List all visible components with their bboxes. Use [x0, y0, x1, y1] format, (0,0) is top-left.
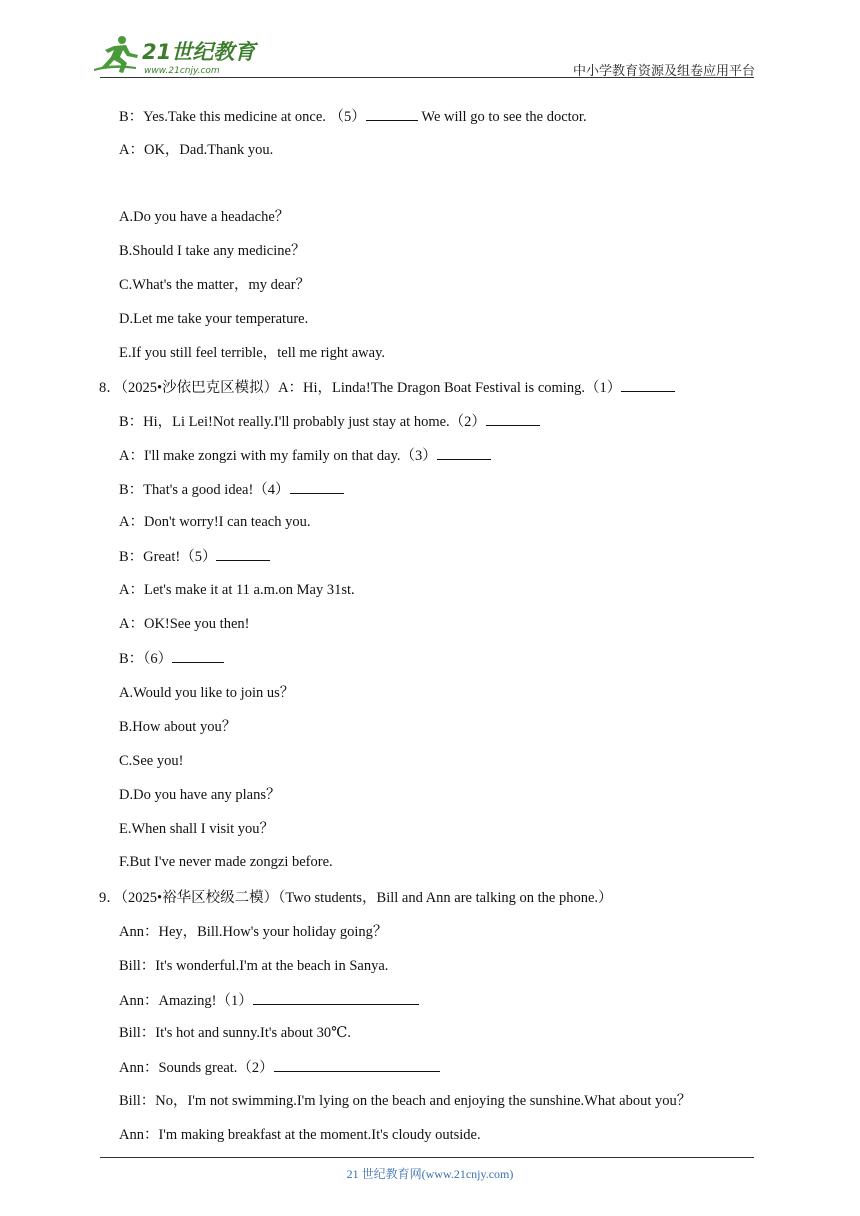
option-item: B.Should I take any medicine？ — [119, 243, 306, 259]
answer-blank — [290, 480, 344, 494]
question-8-lead: 8．（2025•沙依巴克区模拟）A：Hi，Linda!The Dragon Boat Festival is coming.（1） — [99, 378, 675, 397]
question-9-lead: 9．（2025•裕华区校级二模）（Two students，Bill and Ann are talking on the phone.） — [99, 890, 613, 906]
header-divider — [100, 77, 754, 78]
dialogue-line: A：Let's make it at 11 a.m.on May 31st. — [119, 582, 355, 598]
dialogue-line: Ann：I'm making breakfast at the moment.It's cloudy outside. — [119, 1127, 481, 1143]
logo-main: 21世纪教育 — [142, 40, 256, 64]
dialogue-line: Bill：It's hot and sunny.It's about 30℃. — [119, 1025, 351, 1041]
answer-blank — [486, 412, 540, 426]
dialogue-line: Ann：Sounds great.（2） — [119, 1058, 440, 1077]
option-item: E.When shall I visit you？ — [119, 821, 275, 837]
dialogue-line: Bill：It's wonderful.I'm at the beach in Sanya. — [119, 958, 389, 974]
dialogue-line: B：（6） — [119, 649, 224, 668]
option-item: F.But I've never made zongzi before. — [119, 854, 333, 870]
dialogue-line: A：I'll make zongzi with my family on that day.（3） — [119, 446, 491, 465]
logo-icon — [92, 33, 262, 77]
dialogue-line: B：Great!（5） — [119, 547, 270, 566]
answer-blank — [621, 378, 675, 392]
answer-blank — [274, 1058, 440, 1072]
dialogue-line: A：Don't worry!I can teach you. — [119, 514, 311, 530]
dialogue-line: Ann：Hey，Bill.How's your holiday going？ — [119, 924, 388, 940]
option-item: A.Do you have a headache？ — [119, 209, 290, 225]
answer-blank — [216, 547, 270, 561]
option-item: D.Do you have any plans？ — [119, 787, 281, 803]
dialogue-line: Ann：Amazing!（1） — [119, 991, 419, 1010]
dialogue-line: B：Yes.Take this medicine at once. （5） We will go to see the doctor. — [119, 109, 587, 125]
dialogue-line: A：OK!See you then! — [119, 616, 250, 632]
option-item: C.What's the matter，my dear？ — [119, 277, 311, 293]
dialogue-line: Bill：No，I'm not swimming.I'm lying on the beach and enjoying the sunshine.What about you？ — [119, 1093, 692, 1109]
answer-blank — [366, 107, 418, 121]
dialogue-line: B：Hi，Li Lei!Not really.I'll probably just stay at home.（2） — [119, 412, 540, 431]
footer-link[interactable]: 21 世纪教育网(www.21cnjy.com) — [346, 1167, 514, 1181]
logo-sub: www.21cnjy.com — [144, 66, 220, 76]
page-header — [0, 0, 860, 80]
answer-blank — [253, 991, 419, 1005]
answer-blank — [172, 649, 224, 663]
answer-blank — [437, 446, 491, 460]
option-item: D.Let me take your temperature. — [119, 311, 309, 327]
dialogue-line: A：OK，Dad.Thank you. — [119, 142, 274, 158]
option-item: A.Would you like to join us？ — [119, 685, 295, 701]
footer-divider — [100, 1157, 754, 1158]
option-item: C.See you! — [119, 753, 184, 769]
option-item: B.How about you？ — [119, 719, 237, 735]
dialogue-line: B：That's a good idea!（4） — [119, 480, 344, 499]
site-name: 中小学教育资源及组卷应用平台 — [572, 64, 755, 79]
option-item: E.If you still feel terrible，tell me right away. — [119, 345, 386, 361]
